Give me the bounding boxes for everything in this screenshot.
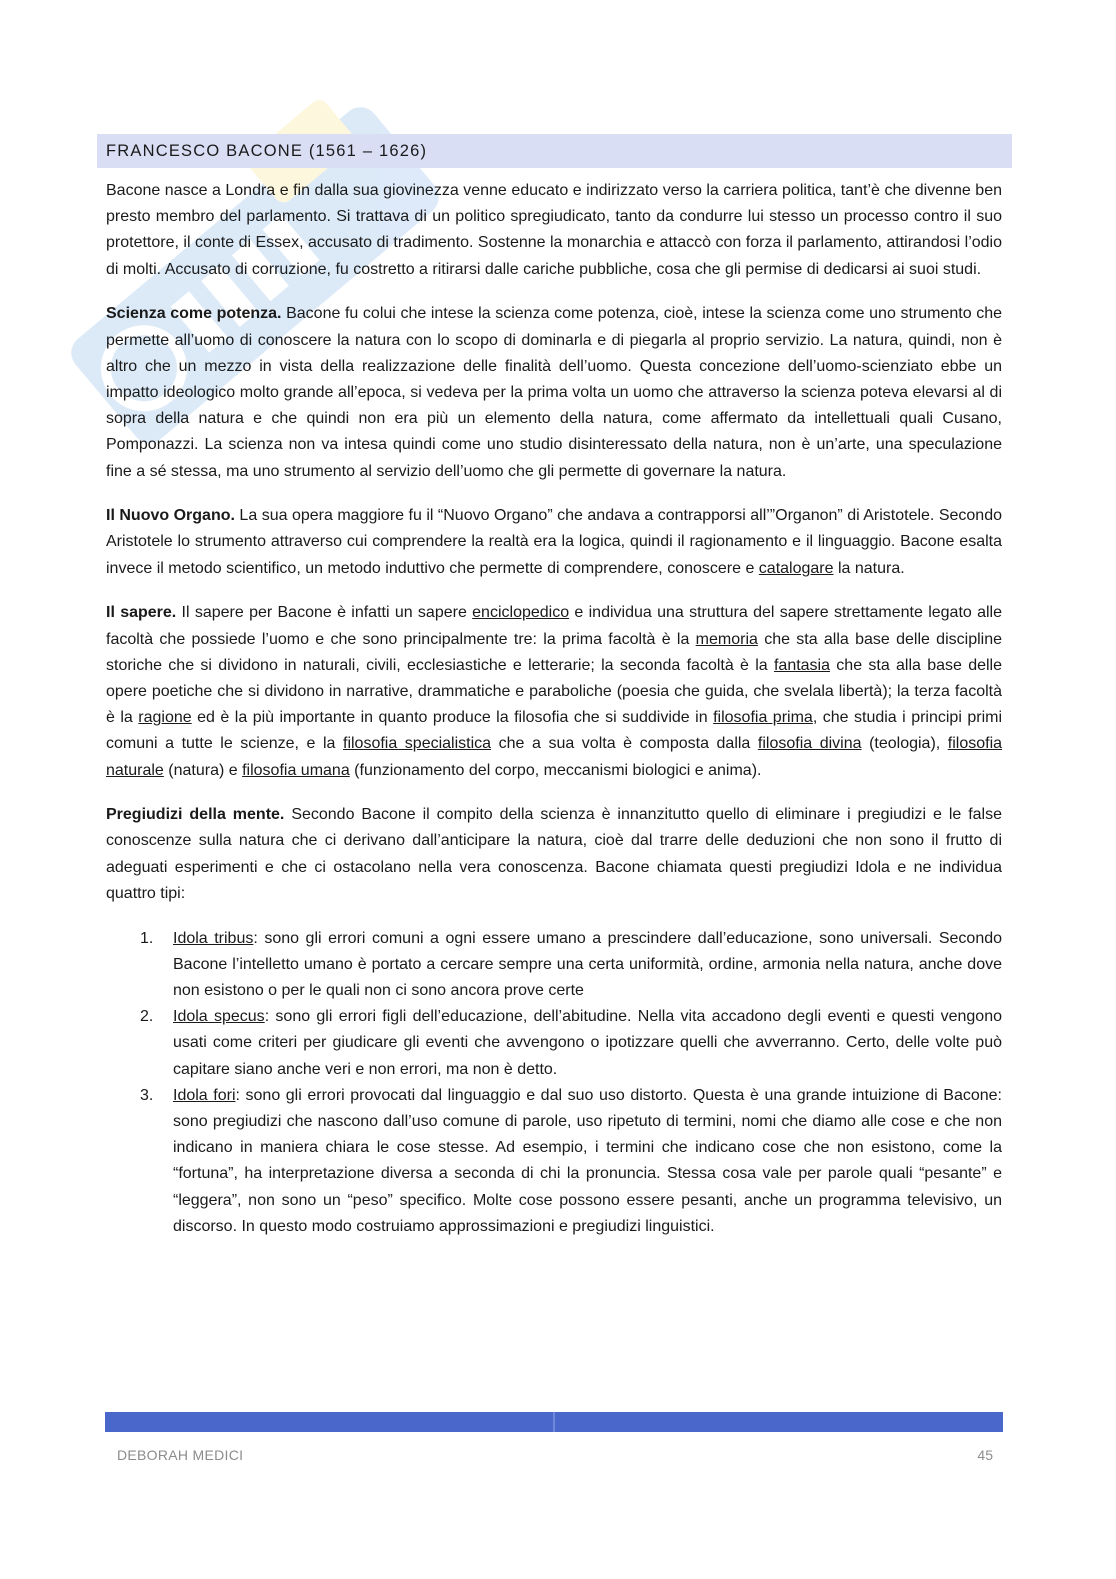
footer-bar-divider <box>553 1412 555 1432</box>
sapere-paragraph: Il sapere. Il sapere per Bacone è infatti un sapere enciclopedico e individua una struttura del sapere strettamente legato alle facoltà che possiede l’uomo e che sono principalmente tre: la prima facoltà è la memoria che sta alla base delle discipline storiche che si dividono in naturali, civili, ecclesiastiche e letterarie; la seconda facoltà è la fantasia che sta alla base delle opere poetiche che si dividono in narrative, drammatiche e paraboliche (poesia che guida, che svelala libertà); la terza facoltà è la ragione ed è la più importante in quanto produce la filosofia che si suddivide in filosofia prima, che studia i principi primi comuni a tutte le scienze, e la filosofia specialistica che a sua volta è composta dalla filosofia divina (teologia), filosofia naturale (natura) e filosofia umana (funzionamento del corpo, meccanismi biologici e anima). <box>106 604 1003 779</box>
footer-bar <box>105 1412 1003 1432</box>
footer-author: DEBORAH MEDICI <box>117 1447 244 1463</box>
organo-heading: Il Nuovo Organo. <box>106 507 235 525</box>
sapere-heading: Il sapere. <box>106 604 177 622</box>
list-item: 3. Idola fori: sono gli errori provocati dal linguaggio e dal suo uso distorto. Questa è una grande intuizione di Bacone: sono pregiudizi che nascono dall’uso comune di parole, uso ripetuto di termini, nomi che diamo alle cose e che non indicano in maniera chiara le cose stesse. Ad esempio, i termini che indicano cose che non esistono, come la “fortuna”, ha interpretazione diversa a seconda di chi la pronuncia. Stessa cosa vale per parole quali “pesante” e “leggera”, non sono un “peso” specifico. Molte cose possono essere pesanti, anche un programma televisivo, un discorso. In questo modo costruiamo approssimazioni e pregiudizi linguistici. <box>140 1086 1002 1235</box>
list-item: 1. Idola tribus: sono gli errori comuni a ogni essere umano a prescindere dall’educazione, sono universali. Secondo Bacone l’intelletto umano è portato a cercare sempre una certa uniformità, ordine, armonia nella natura, anche dove non esistono o per le quali non ci sono ancora prove certe <box>140 929 1003 999</box>
scienza-paragraph: Scienza come potenza. Bacone fu colui che intese la scienza come potenza, cioè, intese la scienza come uno strumento che permette all’uomo di conoscere la natura con lo scopo di dominarla e di piegarla al proprio servizio. La natura, quindi, non è altro che un mezzo in vista della realizzazione delle finalità dell’uomo. Questa concezione dell’uomo-scienziato ebbe un impatto ideologico molto grande all’epoca, si vedeva per la prima volta un uomo che attraverso la scienza poteva elevarsi al di sopra della natura e che quindi non era più un elemento della natura, come affermato da intellettuali quali Cusano, Pomponazzi. La scienza non va intesa quindi come uno studio disinteressato della natura, non è un’arte, una speculazione fine a sé stessa, ma uno strumento al servizio dell’uomo che gli permette di governare la natura. <box>106 305 1002 480</box>
idola-list <box>106 926 1002 1240</box>
document-body <box>106 178 1002 1240</box>
list-item: 2. Idola specus: sono gli errori figli dell’educazione, dell’abitudine. Nella vita accadono degli eventi e questi vengono usati come criteri per giudicare gli eventi che avvengono o ipotizzare quelli che avverranno. Certo, delle volte può capitare siano anche veri e non errori, ma non è detto. <box>140 1008 1003 1078</box>
page-title: FRANCESCO BACONE (1561 – 1626) <box>106 142 428 160</box>
pregiudizi-heading: Pregiudizi della mente. <box>106 806 285 824</box>
page-number: 45 <box>977 1447 993 1463</box>
scienza-heading: Scienza come potenza. <box>106 305 282 323</box>
organo-paragraph: Il Nuovo Organo. La sua opera maggiore fu il “Nuovo Organo” che andava a contrapporsi all’”Organon” di Aristotele. Secondo Aristotele lo strumento attraverso cui comprendere la realtà era la logica, quindi il ragionamento e il linguaggio. Bacone esalta invece il metodo scientifico, un metodo induttivo che permette di comprendere, conoscere e catalogare la natura. <box>106 507 1003 577</box>
pregiudizi-paragraph: Pregiudizi della mente. Secondo Bacone il compito della scienza è innanzitutto quello di eliminare i pregiudizi e le false conoscenze sulla natura che ci derivano dall’anticipare la natura, cioè dal trarre delle deduzioni che non sono il frutto di adeguati esperimenti e che ci ostacolano nella vera conoscenza. Bacone chiamata questi pregiudizi Idola e ne individua quattro tipi: <box>106 806 1003 902</box>
intro-paragraph: Bacone nasce a Londra e fin dalla sua giovinezza venne educato e indirizzato verso la carriera politica, tant’è che divenne ben presto membro del parlamento. Si trattava di un politico spregiudicato, tanto da condurre lui stesso un processo contro il suo protettore, il conte di Essex, accusato di tradimento. Sostenne la monarchia e attaccò con forza il parlamento, attirandosi l’odio di molti. Accusato di corruzione, fu costretto a ritirarsi dalle cariche pubbliche, cosa che gli permise di dedicarsi ai suoi studi. <box>106 182 1002 278</box>
